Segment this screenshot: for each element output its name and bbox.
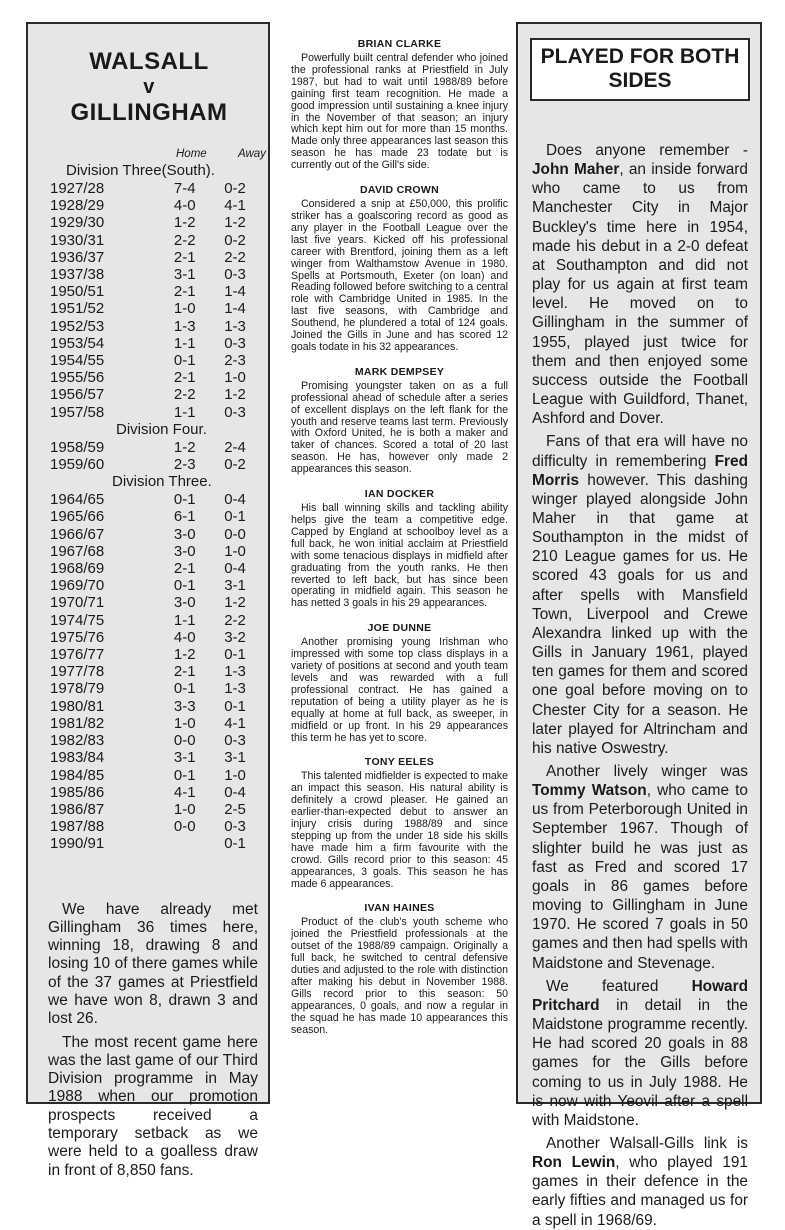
season-cell: 1936/37: [50, 248, 105, 266]
away-score-cell: 1-4: [224, 283, 246, 301]
home-score-cell: 1-2: [173, 438, 196, 456]
player-bio: Powerfully built central defender who joined the professional ranks at Priestfield in July 1987, but had to wait until 1988/89 before gaining first team recognition. He made a good impression until sustaining a knee injury in the November of that season; an injury which kept him out for more than 15 months. Made only three appearances last season this season he has made 23 todate but is currently out of the Gill's side.: [291, 52, 508, 172]
season-cell: 1977/78: [50, 663, 105, 681]
home-score-cell: 2-1: [173, 248, 196, 266]
paragraph-text: however. This dashing winger played alongside John Maher in that game at Southampton in the midst of 210 League games for us. He scored 43 goals for us and after spells with Mansfield Town, Liverpool and Crewe Alexandra linked up with the Gills in January 1961, played ten games for them and scored one goal before moving on to Chester City for a season. He later played for Altrincham and his native Oswestry.: [532, 471, 748, 757]
player-name-highlight: John Maher: [532, 161, 620, 179]
feature-paragraph: [532, 762, 748, 973]
away-score-cell: 4-1: [224, 714, 246, 732]
results-header: [40, 148, 266, 162]
home-score-cell: 3-0: [173, 525, 196, 543]
home-score-cell: 2-1: [173, 560, 196, 578]
season-cell: 1957/58: [50, 403, 105, 421]
away-score-cell: 0-1: [224, 646, 246, 664]
season-cell: 1951/52: [50, 300, 105, 318]
player-bio: Considered a snip at £50,000, this prolific striker has a goalscoring record as good as any player in the Football League over the last five years. Kicked off his professional career with Brentford, joining them as a left winger from Walthamstow Avenue in 1980. Spells at Portsmouth, Exeter (on loan) and Reading followed before switching to a central role with Cambridge United in 1985. In the last five seasons, with Cambridge and Southend, he plundered a total of 124 goals. Joined the Gills in June and has scored 12 goals todate in his 32 appearances.: [291, 198, 508, 353]
result-row: [40, 629, 258, 646]
feature-body: [532, 141, 748, 1230]
result-row: [40, 784, 258, 801]
away-score-cell: 0-3: [224, 266, 246, 284]
versus-label: v: [143, 76, 155, 98]
result-row: [40, 801, 258, 818]
result-row: [40, 767, 258, 784]
summary-paragraph: We have already met Gillingham 36 times here, winning 18, drawing 8 and losing 10 of there games while of the 37 games at Priestfield we have won 8, drawn 3 and lost 26.: [48, 900, 258, 1028]
away-score-cell: 1-4: [224, 300, 246, 318]
home-score-cell: 0-1: [173, 577, 196, 595]
feature-paragraph: [532, 977, 748, 1130]
home-score-cell: 2-2: [173, 386, 196, 404]
away-score-cell: 0-1: [224, 835, 246, 853]
home-score-cell: 2-3: [173, 456, 196, 474]
home-score-cell: 0-1: [173, 352, 196, 370]
paragraph-text: , an inside forward who came to us from Manchester City in Major Buckley's time here in 1954, made his debut in a 2-0 defeat at Southampton and did not play for us again at first team level. He moved on to Gillingham in the summer of 1955, played just twice for them and then enjoyed some success outside the Football League with Guildford, Thanet, Ashford and Dover.: [532, 161, 748, 428]
season-cell: 1975/76: [50, 628, 105, 646]
result-row: [40, 543, 258, 560]
away-score-cell: 0-3: [224, 732, 246, 750]
result-row: [40, 456, 258, 473]
result-row: [40, 594, 258, 611]
away-score-cell: 3-1: [224, 749, 246, 767]
played-for-both-sides-panel: [516, 22, 762, 1229]
feature-paragraph: [532, 1134, 748, 1230]
away-score-cell: 0-4: [224, 491, 246, 509]
away-score-cell: 3-2: [224, 628, 246, 646]
home-score-cell: 2-1: [173, 663, 196, 681]
fixture-title: [40, 48, 258, 126]
season-cell: 1929/30: [50, 214, 105, 232]
away-score-cell: 1-0: [224, 369, 246, 387]
player-bio: His ball winning skills and tackling ability helps give the team a competitive edge. Capped by England at schoolboy level as a full back, he won initial acclaim at Priestfield with some tenacious displays in midfield after graduating from the youth ranks. He then reverted to left back, but has since been operating in midfield again. This season he has netted 3 goals in his 29 appearances.: [291, 502, 508, 610]
division-results: [40, 491, 258, 852]
result-row: [40, 715, 258, 732]
season-cell: 1969/70: [50, 577, 105, 595]
away-score-cell: 0-2: [224, 231, 246, 249]
result-row: [40, 818, 258, 835]
result-row: [40, 526, 258, 543]
season-cell: 1983/84: [50, 749, 105, 767]
result-row: [40, 300, 258, 317]
result-row: [40, 404, 258, 421]
season-cell: 1967/68: [50, 542, 105, 560]
away-score-cell: 3-1: [224, 577, 246, 595]
player-name-highlight: Howard Pritchard: [532, 977, 748, 1014]
home-score-cell: 7-4: [173, 180, 196, 197]
home-score-cell: 1-2: [173, 646, 196, 664]
home-score-cell: 3-0: [173, 542, 196, 560]
summary-paragraph: The most recent game here was the last game of our Third Division programme in May 1988 when our promotion prospects received a temporary setback as we were held to a goalless draw in front of 8,850 fans.: [48, 1033, 258, 1179]
result-row: [40, 266, 258, 283]
result-row: [40, 335, 258, 352]
result-row: [40, 180, 258, 197]
season-cell: 1981/82: [50, 714, 105, 732]
home-score-cell: 3-1: [173, 749, 196, 767]
result-row: [40, 197, 258, 214]
season-cell: 1985/86: [50, 783, 105, 801]
season-cell: 1974/75: [50, 611, 105, 629]
away-score-cell: 2-2: [224, 248, 246, 266]
away-score-cell: 1-0: [224, 542, 246, 560]
result-row: [40, 369, 258, 386]
away-score-cell: 0-4: [224, 560, 246, 578]
home-score-cell: 0-1: [173, 766, 196, 784]
paragraph-text: , who came to us from Peterborough United in September 1967. Though of slighter build he was just as fast as Fred and scored 17 goals in 86 games before moving to Gillingham in June 1970. He scored 7 goals in 50 games and then had spells with Maidstone and Stevenage.: [532, 782, 748, 972]
result-row: [40, 577, 258, 594]
season-cell: 1966/67: [50, 525, 105, 543]
home-score-cell: 0-1: [173, 680, 196, 698]
away-score-cell: 0-3: [224, 818, 246, 836]
away-score-cell: 0-3: [224, 403, 246, 421]
home-team-title: WALSALL: [89, 48, 209, 75]
home-score-cell: 1-3: [173, 317, 196, 335]
player-bio: Another promising young Irishman who impressed with some top class displays in a variety of positions at second and youth team levels and was rewarded with a full professional contract. He has gained a reputation of being a utility player as he is equally at home at full back, as sweeper, in midfield or up front. In his 29 appearances this term he has yet to score.: [291, 636, 508, 744]
season-cell: 1968/69: [50, 560, 105, 578]
division-heading: Division Four.: [116, 420, 207, 438]
result-row: [40, 352, 258, 369]
away-score-cell: 0-2: [224, 180, 246, 197]
home-score-cell: 4-1: [173, 783, 196, 801]
head-to-head-panel: [26, 22, 270, 1179]
result-row: [40, 646, 258, 663]
result-row: [40, 680, 258, 697]
home-score-cell: 1-1: [173, 611, 196, 629]
player-name-highlight: Tommy Watson: [532, 782, 647, 800]
away-score-cell: 0-1: [224, 697, 246, 715]
result-row: [40, 232, 258, 249]
result-row: [40, 508, 258, 525]
home-column-label: Home: [176, 148, 207, 160]
player-bio: This talented midfielder is expected to make an impact this season. His natural ability is definitely a crowd pleaser. He gained an earlier-than-expected debut to answer an injury crisis during 1988/89 and since stepping up from the under 18 side his skills have made him a firm favourite with the crowd. Gills record prior to this season: 45 appearances, 3 goals. This season he has made 6 appearances.: [291, 770, 508, 890]
season-cell: 1976/77: [50, 646, 105, 664]
paragraph-text: We featured: [546, 977, 692, 995]
results-table: [40, 162, 258, 853]
player-name-highlight: Ron Lewin: [532, 1154, 616, 1172]
home-score-cell: 3-1: [173, 266, 196, 284]
player-bio: Product of the club's youth scheme who joined the Priestfield professionals at the outset of the 1988/89 campaign. Originally a full back, he switched to central defensive duties and adjusted to the role with distinction after making his debut in November 1988. Gills record prior to this season: 50 appearances, 0 goals, and now a regular in the squad he has made 10 appearances this season.: [291, 916, 508, 1036]
result-row: [40, 439, 258, 456]
away-score-cell: 2-4: [224, 438, 246, 456]
away-score-cell: 1-2: [224, 594, 246, 612]
season-cell: 1978/79: [50, 680, 105, 698]
home-score-cell: 0-0: [173, 818, 196, 836]
result-row: [40, 749, 258, 766]
away-score-cell: 2-5: [224, 800, 246, 818]
division-results: [40, 439, 258, 473]
season-cell: 1965/66: [50, 508, 105, 526]
home-score-cell: 6-1: [173, 508, 196, 526]
home-score-cell: 2-1: [173, 283, 196, 301]
home-score-cell: 1-2: [173, 214, 196, 232]
player-name: MARK DEMPSEY: [354, 365, 445, 378]
home-score-cell: 0-0: [173, 732, 196, 750]
season-cell: 1953/54: [50, 334, 105, 352]
home-score-cell: 1-0: [173, 714, 196, 732]
division-results: [40, 180, 258, 421]
feature-title: PLAYED FOR BOTH SIDES: [530, 38, 750, 101]
season-cell: 1959/60: [50, 456, 105, 474]
result-row: [40, 612, 258, 629]
result-row: [40, 318, 258, 335]
player-name-highlight: Fred Morris: [532, 452, 748, 489]
home-score-cell: 1-1: [173, 334, 196, 352]
season-cell: 1956/57: [50, 386, 105, 404]
away-score-cell: 0-3: [224, 334, 246, 352]
player-name: IVAN HAINES: [364, 902, 435, 915]
season-cell: 1964/65: [50, 491, 105, 509]
home-score-cell: 3-3: [173, 697, 196, 715]
away-score-cell: 1-3: [224, 680, 246, 698]
away-score-cell: 1-2: [224, 214, 246, 232]
season-cell: 1950/51: [50, 283, 105, 301]
away-team-title: GILLINGHAM: [70, 99, 228, 126]
home-score-cell: 4-0: [173, 197, 196, 215]
player-name: BRIAN CLARKE: [357, 38, 442, 50]
away-score-cell: 0-0: [224, 525, 246, 543]
paragraph-text: Another lively winger was: [546, 763, 748, 780]
home-score-cell: 3-0: [173, 594, 196, 612]
away-score-cell: 2-3: [224, 352, 246, 370]
player-name: JOE DUNNE: [367, 622, 432, 635]
away-score-cell: 1-3: [224, 663, 246, 681]
season-cell: 1927/28: [50, 180, 105, 197]
result-row: [40, 386, 258, 403]
season-cell: 1990/91: [50, 835, 105, 853]
paragraph-text: Does anyone remember -: [546, 142, 748, 159]
result-row: [40, 491, 258, 508]
paragraph-text: in detail in the Maidstone programme recently. He had scored 20 goals in 88 games for the Gills before coming to us in July 1988. He is now with Yeovil after a spell with Maidstone.: [532, 996, 748, 1129]
away-score-cell: 4-1: [224, 197, 246, 215]
result-row: [40, 560, 258, 577]
result-row: [40, 214, 258, 231]
feature-paragraph: [532, 141, 748, 428]
result-row: [40, 663, 258, 680]
division-heading: Division Three.: [112, 473, 212, 491]
away-score-cell: 0-1: [224, 508, 246, 526]
season-cell: 1987/88: [50, 818, 105, 836]
paragraph-text: Fans of that era will have no difficulty in remembering: [532, 433, 748, 470]
season-cell: 1952/53: [50, 317, 105, 335]
away-column-label: Away: [238, 148, 266, 160]
season-cell: 1937/38: [50, 266, 105, 284]
result-row: [40, 835, 258, 852]
season-cell: 1982/83: [50, 732, 105, 750]
result-row: [40, 283, 258, 300]
home-score-cell: 0-1: [173, 491, 196, 509]
result-row: [40, 698, 258, 715]
result-row: [40, 249, 258, 266]
season-cell: 1954/55: [50, 352, 105, 370]
home-score-cell: 2-2: [173, 231, 196, 249]
season-cell: 1958/59: [50, 438, 105, 456]
season-cell: 1980/81: [50, 697, 105, 715]
home-score-cell: [157, 835, 212, 852]
away-score-cell: 0-4: [224, 783, 246, 801]
player-name: TONY EELES: [364, 756, 435, 769]
feature-paragraph: [532, 432, 748, 758]
season-cell: 1955/56: [50, 369, 105, 387]
away-score-cell: 1-0: [224, 766, 246, 784]
player-profiles: [285, 38, 514, 1138]
away-score-cell: 0-2: [224, 456, 246, 474]
away-score-cell: 1-3: [224, 317, 246, 335]
home-score-cell: 1-0: [173, 800, 196, 818]
away-score-cell: 2-2: [224, 611, 246, 629]
home-score-cell: 2-1: [173, 369, 196, 387]
away-score-cell: 1-2: [224, 386, 246, 404]
season-cell: 1986/87: [50, 800, 105, 818]
season-cell: 1930/31: [50, 231, 105, 249]
home-score-cell: 4-0: [173, 628, 196, 646]
season-cell: 1984/85: [50, 766, 105, 784]
player-bio: Promising youngster taken on as a full professional ahead of schedule after a series of excellent displays on the left flank for the youth and reserve teams last term. Previously with Oxford United, he is both a maker and taker of chances. Scored a total of 20 last season. He has, however only made 2 appearances this season.: [291, 379, 508, 476]
player-name: IAN DOCKER: [364, 488, 435, 501]
home-score-cell: 1-0: [173, 300, 196, 318]
result-row: [40, 732, 258, 749]
paragraph-text: Another Walsall-Gills link is: [546, 1134, 748, 1152]
paragraph-text: , who played 191 games in their defence in the early fifties and managed us for a spell in 1968/69.: [532, 1154, 748, 1229]
home-score-cell: 1-1: [173, 403, 196, 421]
player-name: DAVID CROWN: [360, 184, 439, 197]
season-cell: 1928/29: [50, 197, 105, 215]
season-cell: 1970/71: [50, 594, 105, 612]
division-heading: Division Three(South).: [66, 162, 215, 179]
head-to-head-summary: [40, 901, 258, 1180]
